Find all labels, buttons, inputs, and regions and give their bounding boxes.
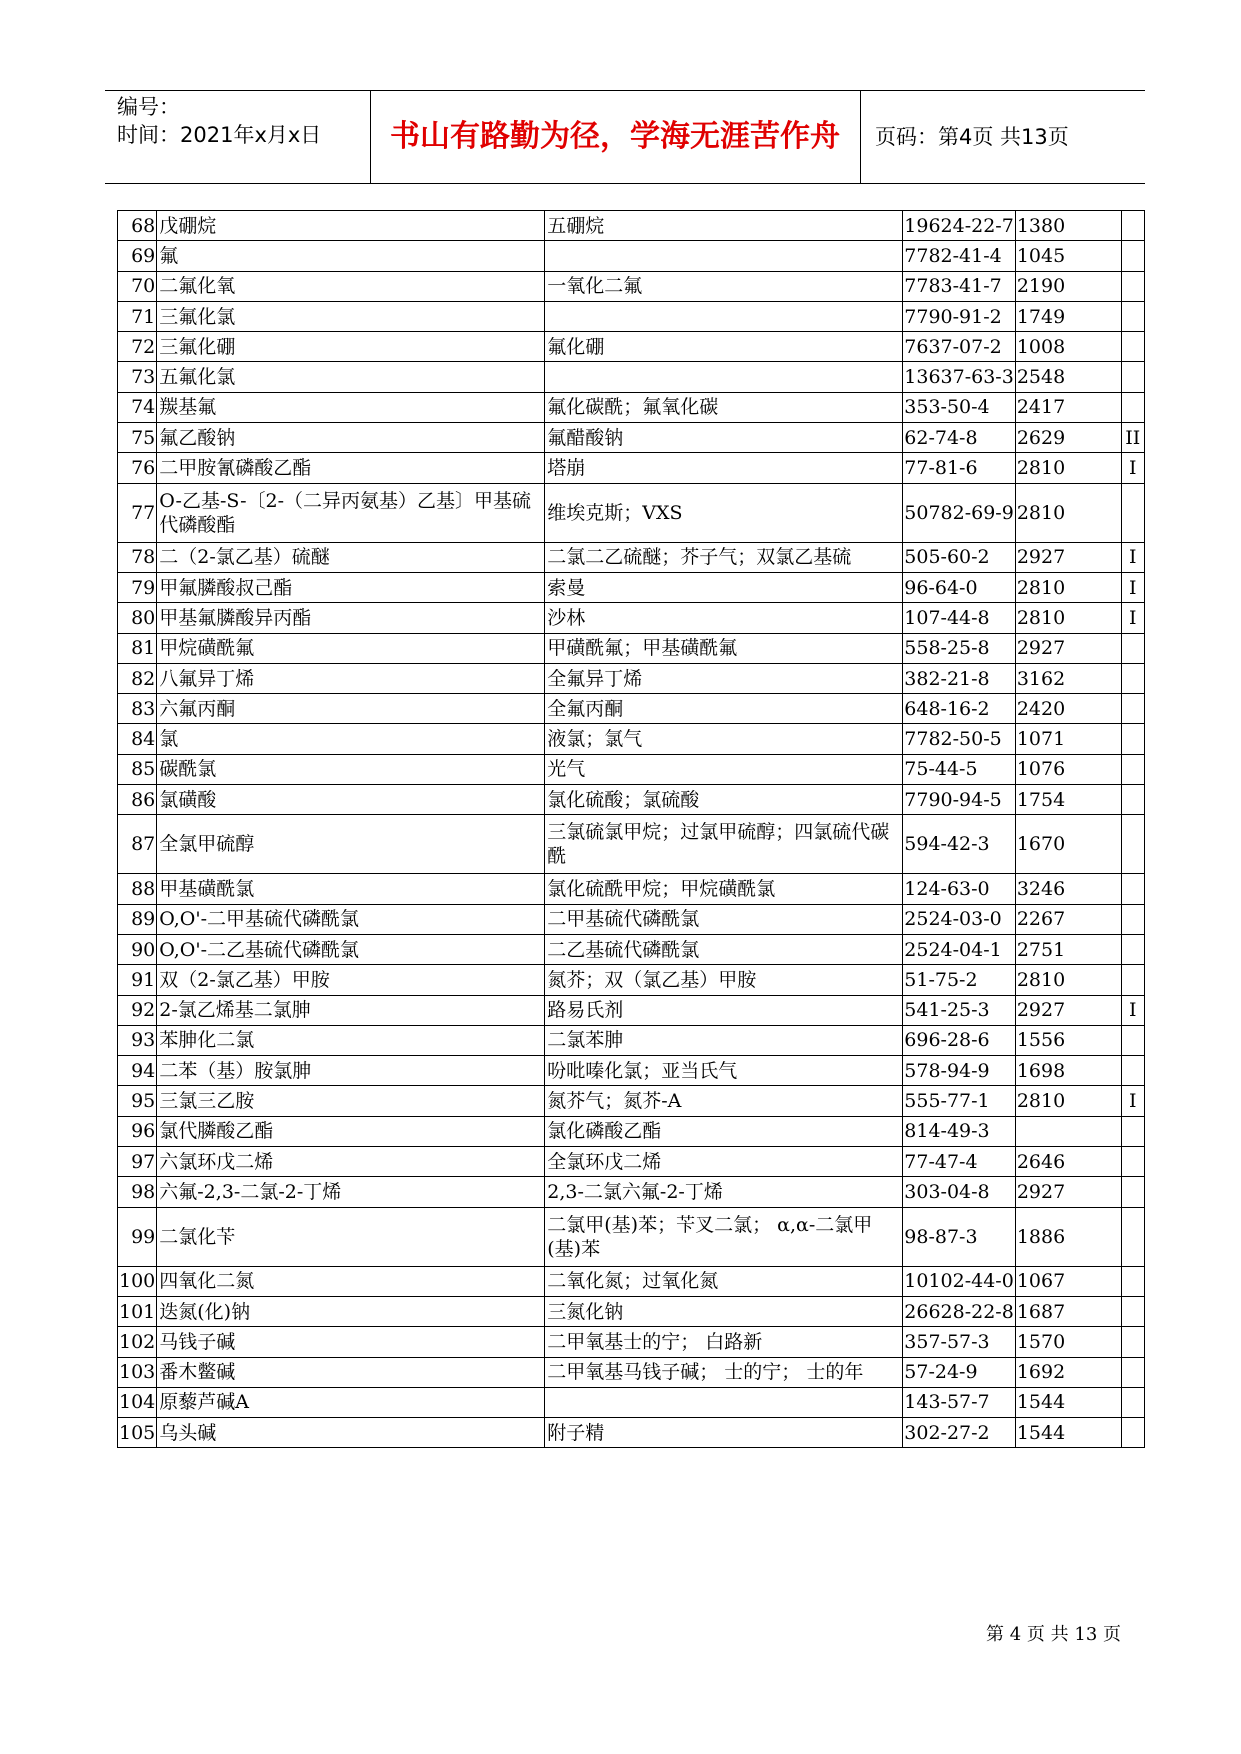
chemical-alias: 甲磺酰氟；甲基磺酰氟 <box>545 633 903 663</box>
table-row <box>118 663 1145 693</box>
chemical-name: O-乙基-S-〔2-（二异丙氨基）乙基〕甲基硫代磷酸酯 <box>157 483 545 542</box>
row-number: 94 <box>118 1056 157 1086</box>
un-number: 2417 <box>1015 392 1121 422</box>
chemical-alias: 二氯甲(基)苯；苄叉二氯； α,α-二氯甲(基)苯 <box>545 1207 903 1266</box>
hazard-mark <box>1121 904 1144 934</box>
table-row <box>118 362 1145 392</box>
chemical-alias: 氯化磷酸乙酯 <box>545 1116 903 1146</box>
hazard-mark <box>1121 483 1144 542</box>
row-number: 90 <box>118 934 157 964</box>
chemical-name: 氯磺酸 <box>157 785 545 815</box>
table-row <box>118 332 1145 362</box>
cas-number: 7782-50-5 <box>903 724 1016 754</box>
table-row <box>118 271 1145 301</box>
hazard-mark <box>1121 1147 1144 1177</box>
un-number: 3162 <box>1015 663 1121 693</box>
chemical-name: 三氟化硼 <box>157 332 545 362</box>
chemical-table-body <box>118 211 1145 1448</box>
hazard-mark <box>1121 1296 1144 1326</box>
chemical-alias: 液氯；氯气 <box>545 724 903 754</box>
chemical-alias: 氟化碳酰；氟氧化碳 <box>545 392 903 422</box>
header-page-number: 页码：第4页 共13页 <box>875 125 1069 149</box>
header-motto: 书山有路勤为径，学海无涯苦作舟 <box>390 119 840 154</box>
un-number: 1570 <box>1015 1327 1121 1357</box>
un-number: 2927 <box>1015 542 1121 572</box>
table-row <box>118 392 1145 422</box>
row-number: 84 <box>118 724 157 754</box>
chemical-alias: 二氯二乙硫醚；芥子气；双氯乙基硫 <box>545 542 903 572</box>
row-number: 71 <box>118 301 157 331</box>
row-number: 89 <box>118 904 157 934</box>
table-row <box>118 1116 1145 1146</box>
un-number: 1045 <box>1015 241 1121 271</box>
cas-number: 505-60-2 <box>903 542 1016 572</box>
un-number: 2548 <box>1015 362 1121 392</box>
header-meta <box>117 91 362 183</box>
row-number: 91 <box>118 965 157 995</box>
cas-number: 594-42-3 <box>903 815 1016 874</box>
chemical-alias: 氯化硫酰甲烷；甲烷磺酰氯 <box>545 874 903 904</box>
un-number: 1380 <box>1015 211 1121 241</box>
table-row <box>118 1147 1145 1177</box>
cas-number: 2524-03-0 <box>903 904 1016 934</box>
table-row <box>118 453 1145 483</box>
row-number: 68 <box>118 211 157 241</box>
chemical-name: O,O'-二乙基硫代磷酰氯 <box>157 934 545 964</box>
table-row <box>118 572 1145 602</box>
chemical-alias: 塔崩 <box>545 453 903 483</box>
chemical-name: 苯胂化二氯 <box>157 1025 545 1055</box>
cas-number: 558-25-8 <box>903 633 1016 663</box>
hazard-mark <box>1121 362 1144 392</box>
hazard-mark <box>1121 633 1144 663</box>
hazard-mark <box>1121 392 1144 422</box>
hazard-mark <box>1121 1327 1144 1357</box>
un-number: 1556 <box>1015 1025 1121 1055</box>
chemical-name: 二（2-氯乙基）硫醚 <box>157 542 545 572</box>
cas-number: 696-28-6 <box>903 1025 1016 1055</box>
hazard-mark <box>1121 1387 1144 1417</box>
chemical-name: 戊硼烷 <box>157 211 545 241</box>
row-number: 87 <box>118 815 157 874</box>
chemical-alias: 全氟丙酮 <box>545 694 903 724</box>
table-row <box>118 1025 1145 1055</box>
chemical-name: 羰基氟 <box>157 392 545 422</box>
chemical-alias: 氟化硼 <box>545 332 903 362</box>
cas-number: 357-57-3 <box>903 1327 1016 1357</box>
un-number: 2810 <box>1015 453 1121 483</box>
table-row <box>118 1056 1145 1086</box>
cas-number: 541-25-3 <box>903 995 1016 1025</box>
cas-number: 62-74-8 <box>903 423 1016 453</box>
row-number: 93 <box>118 1025 157 1055</box>
row-number: 105 <box>118 1418 157 1448</box>
chemical-alias: 氟醋酸钠 <box>545 423 903 453</box>
un-number: 2190 <box>1015 271 1121 301</box>
hazard-mark <box>1121 663 1144 693</box>
chemical-name: 马钱子碱 <box>157 1327 545 1357</box>
hazard-mark <box>1121 785 1144 815</box>
un-number <box>1015 1116 1121 1146</box>
row-number: 100 <box>118 1266 157 1296</box>
chemical-alias: 三氮化钠 <box>545 1296 903 1326</box>
hazard-mark <box>1121 1418 1144 1448</box>
table-row <box>118 754 1145 784</box>
chemical-name: 甲氟膦酸叔己酯 <box>157 572 545 602</box>
table-row <box>118 934 1145 964</box>
chemical-name: 氟 <box>157 241 545 271</box>
chemical-name: 2-氯乙烯基二氯胂 <box>157 995 545 1025</box>
chemical-name: 六氟-2,3-二氯-2-丁烯 <box>157 1177 545 1207</box>
table-row <box>118 1357 1145 1387</box>
chemical-name: 六氯环戊二烯 <box>157 1147 545 1177</box>
un-number: 2629 <box>1015 423 1121 453</box>
un-number: 2927 <box>1015 1177 1121 1207</box>
cas-number: 77-81-6 <box>903 453 1016 483</box>
un-number: 1749 <box>1015 301 1121 331</box>
un-number: 2810 <box>1015 603 1121 633</box>
hazard-mark <box>1121 874 1144 904</box>
un-number: 2810 <box>1015 483 1121 542</box>
un-number: 2927 <box>1015 633 1121 663</box>
chemical-name: 四氧化二氮 <box>157 1266 545 1296</box>
hazard-mark: I <box>1121 453 1144 483</box>
table-row <box>118 1296 1145 1326</box>
hazard-mark <box>1121 754 1144 784</box>
row-number: 86 <box>118 785 157 815</box>
cas-number: 382-21-8 <box>903 663 1016 693</box>
table-row <box>118 1418 1145 1448</box>
hazard-mark <box>1121 301 1144 331</box>
cas-number: 7790-91-2 <box>903 301 1016 331</box>
chemical-table <box>117 210 1145 1448</box>
hazard-mark <box>1121 332 1144 362</box>
chemical-name: 八氟异丁烯 <box>157 663 545 693</box>
cas-number: 7637-07-2 <box>903 332 1016 362</box>
chemical-alias: 二乙基硫代磷酰氯 <box>545 934 903 964</box>
chemical-name: 甲烷磺酰氟 <box>157 633 545 663</box>
cas-number: 107-44-8 <box>903 603 1016 633</box>
hazard-mark <box>1121 934 1144 964</box>
un-number: 2810 <box>1015 1086 1121 1116</box>
un-number: 2267 <box>1015 904 1121 934</box>
row-number: 97 <box>118 1147 157 1177</box>
un-number: 1670 <box>1015 815 1121 874</box>
cas-number: 648-16-2 <box>903 694 1016 724</box>
hazard-mark <box>1121 1357 1144 1387</box>
row-number: 99 <box>118 1207 157 1266</box>
table-row <box>118 965 1145 995</box>
row-number: 96 <box>118 1116 157 1146</box>
cas-number: 7782-41-4 <box>903 241 1016 271</box>
cas-number: 75-44-5 <box>903 754 1016 784</box>
row-number: 92 <box>118 995 157 1025</box>
chemical-alias <box>545 1387 903 1417</box>
cas-number: 143-57-7 <box>903 1387 1016 1417</box>
chemical-name: 双（2-氯乙基）甲胺 <box>157 965 545 995</box>
chemical-name: 番木鳖碱 <box>157 1357 545 1387</box>
chemical-alias: 二甲氧基士的宁； 白路新 <box>545 1327 903 1357</box>
hazard-mark: I <box>1121 1086 1144 1116</box>
chemical-alias <box>545 362 903 392</box>
un-number: 2810 <box>1015 572 1121 602</box>
table-row <box>118 815 1145 874</box>
chemical-name: 全氯甲硫醇 <box>157 815 545 874</box>
un-number: 2751 <box>1015 934 1121 964</box>
chemical-name: 氯 <box>157 724 545 754</box>
document-number-label: 编号： <box>117 95 180 119</box>
row-number: 76 <box>118 453 157 483</box>
header-divider <box>860 91 861 183</box>
hazard-mark <box>1121 815 1144 874</box>
row-number: 98 <box>118 1177 157 1207</box>
chemical-alias: 维埃克斯；VXS <box>545 483 903 542</box>
chemical-name: 甲基氟膦酸异丙酯 <box>157 603 545 633</box>
table-row <box>118 1086 1145 1116</box>
table-row <box>118 874 1145 904</box>
row-number: 74 <box>118 392 157 422</box>
chemical-alias: 二氧化氮；过氧化氮 <box>545 1266 903 1296</box>
un-number: 2646 <box>1015 1147 1121 1177</box>
cas-number: 124-63-0 <box>903 874 1016 904</box>
un-number: 1067 <box>1015 1266 1121 1296</box>
un-number: 1076 <box>1015 754 1121 784</box>
chemical-alias: 沙林 <box>545 603 903 633</box>
row-number: 95 <box>118 1086 157 1116</box>
hazard-mark <box>1121 965 1144 995</box>
un-number: 1886 <box>1015 1207 1121 1266</box>
chemical-name: 氟乙酸钠 <box>157 423 545 453</box>
table-row <box>118 724 1145 754</box>
chemical-alias: 2,3-二氯六氟-2-丁烯 <box>545 1177 903 1207</box>
hazard-mark <box>1121 724 1144 754</box>
un-number: 1544 <box>1015 1387 1121 1417</box>
cas-number: 26628-22-8 <box>903 1296 1016 1326</box>
row-number: 79 <box>118 572 157 602</box>
hazard-mark: I <box>1121 603 1144 633</box>
chemical-name: 三氟化氯 <box>157 301 545 331</box>
cas-number: 96-64-0 <box>903 572 1016 602</box>
table-row <box>118 694 1145 724</box>
un-number: 1754 <box>1015 785 1121 815</box>
un-number: 1687 <box>1015 1296 1121 1326</box>
hazard-mark: I <box>1121 542 1144 572</box>
table-row <box>118 785 1145 815</box>
chemical-name: 迭氮(化)钠 <box>157 1296 545 1326</box>
row-number: 81 <box>118 633 157 663</box>
row-number: 77 <box>118 483 157 542</box>
row-number: 78 <box>118 542 157 572</box>
chemical-alias: 全氟异丁烯 <box>545 663 903 693</box>
chemical-alias: 一氧化二氟 <box>545 271 903 301</box>
hazard-mark <box>1121 1177 1144 1207</box>
chemical-alias: 氮芥气；氮芥-A <box>545 1086 903 1116</box>
chemical-alias: 吩吡嗪化氯；亚当氏气 <box>545 1056 903 1086</box>
hazard-mark <box>1121 1116 1144 1146</box>
cas-number: 555-77-1 <box>903 1086 1016 1116</box>
un-number: 2810 <box>1015 965 1121 995</box>
chemical-name: 二氟化氧 <box>157 271 545 301</box>
cas-number: 578-94-9 <box>903 1056 1016 1086</box>
cas-number: 13637-63-3 <box>903 362 1016 392</box>
hazard-mark <box>1121 241 1144 271</box>
chemical-alias: 路易氏剂 <box>545 995 903 1025</box>
cas-number: 303-04-8 <box>903 1177 1016 1207</box>
row-number: 73 <box>118 362 157 392</box>
un-number: 2927 <box>1015 995 1121 1025</box>
hazard-mark <box>1121 1056 1144 1086</box>
hazard-mark <box>1121 694 1144 724</box>
table-row <box>118 1327 1145 1357</box>
hazard-mark <box>1121 271 1144 301</box>
page-header <box>105 90 1145 184</box>
chemical-alias <box>545 241 903 271</box>
hazard-mark: II <box>1121 423 1144 453</box>
table-row <box>118 1387 1145 1417</box>
cas-number: 302-27-2 <box>903 1418 1016 1448</box>
chemical-alias: 氮芥；双（氯乙基）甲胺 <box>545 965 903 995</box>
un-number: 2420 <box>1015 694 1121 724</box>
cas-number: 7783-41-7 <box>903 271 1016 301</box>
table-row <box>118 301 1145 331</box>
chemical-name: O,O'-二甲基硫代磷酰氯 <box>157 904 545 934</box>
chemical-alias: 三氯硫氯甲烷；过氯甲硫醇；四氯硫代碳酰 <box>545 815 903 874</box>
chemical-name: 原藜芦碱A <box>157 1387 545 1417</box>
cas-number: 77-47-4 <box>903 1147 1016 1177</box>
document-time-label: 时间：2021年x月x日 <box>117 123 322 147</box>
chemical-alias: 二甲基硫代磷酰氯 <box>545 904 903 934</box>
hazard-mark <box>1121 1207 1144 1266</box>
row-number: 75 <box>118 423 157 453</box>
table-row <box>118 904 1145 934</box>
cas-number: 98-87-3 <box>903 1207 1016 1266</box>
un-number: 1692 <box>1015 1357 1121 1387</box>
table-row <box>118 423 1145 453</box>
hazard-mark <box>1121 211 1144 241</box>
row-number: 104 <box>118 1387 157 1417</box>
row-number: 83 <box>118 694 157 724</box>
cas-number: 7790-94-5 <box>903 785 1016 815</box>
chemical-alias: 附子精 <box>545 1418 903 1448</box>
un-number: 1698 <box>1015 1056 1121 1086</box>
page-footer: 第 4 页 共 13 页 <box>986 1624 1121 1645</box>
cas-number: 57-24-9 <box>903 1357 1016 1387</box>
hazard-mark: I <box>1121 572 1144 602</box>
hazard-mark <box>1121 1025 1144 1055</box>
cas-number: 814-49-3 <box>903 1116 1016 1146</box>
chemical-name: 氯代膦酸乙酯 <box>157 1116 545 1146</box>
table-row <box>118 995 1145 1025</box>
chemical-alias: 索曼 <box>545 572 903 602</box>
chemical-name: 碳酰氯 <box>157 754 545 784</box>
row-number: 69 <box>118 241 157 271</box>
cas-number: 2524-04-1 <box>903 934 1016 964</box>
chemical-alias: 二甲氧基马钱子碱； 士的宁； 士的年 <box>545 1357 903 1387</box>
table-row <box>118 603 1145 633</box>
chemical-name: 二苯（基）胺氯胂 <box>157 1056 545 1086</box>
chemical-alias: 二氯苯胂 <box>545 1025 903 1055</box>
chemical-alias: 光气 <box>545 754 903 784</box>
table-row <box>118 483 1145 542</box>
chemical-alias: 氯化硫酸；氯硫酸 <box>545 785 903 815</box>
chemical-alias: 全氯环戊二烯 <box>545 1147 903 1177</box>
un-number: 1008 <box>1015 332 1121 362</box>
chemical-name: 乌头碱 <box>157 1418 545 1448</box>
table-row <box>118 1207 1145 1266</box>
cas-number: 51-75-2 <box>903 965 1016 995</box>
row-number: 85 <box>118 754 157 784</box>
chemical-alias <box>545 301 903 331</box>
table-row <box>118 211 1145 241</box>
row-number: 103 <box>118 1357 157 1387</box>
chemical-name: 五氟化氯 <box>157 362 545 392</box>
table-row <box>118 542 1145 572</box>
row-number: 70 <box>118 271 157 301</box>
row-number: 88 <box>118 874 157 904</box>
hazard-mark <box>1121 1266 1144 1296</box>
row-number: 72 <box>118 332 157 362</box>
row-number: 82 <box>118 663 157 693</box>
row-number: 101 <box>118 1296 157 1326</box>
cas-number: 353-50-4 <box>903 392 1016 422</box>
chemical-name: 六氟丙酮 <box>157 694 545 724</box>
un-number: 1071 <box>1015 724 1121 754</box>
table-row <box>118 1177 1145 1207</box>
table-row <box>118 1266 1145 1296</box>
row-number: 80 <box>118 603 157 633</box>
cas-number: 50782-69-9 <box>903 483 1016 542</box>
cas-number: 19624-22-7 <box>903 211 1016 241</box>
cas-number: 10102-44-0 <box>903 1266 1016 1296</box>
table-row <box>118 241 1145 271</box>
table-row <box>118 633 1145 663</box>
row-number: 102 <box>118 1327 157 1357</box>
chemical-name: 二氯化苄 <box>157 1207 545 1266</box>
chemical-alias: 五硼烷 <box>545 211 903 241</box>
chemical-name: 甲基磺酰氯 <box>157 874 545 904</box>
chemical-name: 二甲胺氰磷酸乙酯 <box>157 453 545 483</box>
hazard-mark: I <box>1121 995 1144 1025</box>
un-number: 1544 <box>1015 1418 1121 1448</box>
chemical-name: 三氯三乙胺 <box>157 1086 545 1116</box>
un-number: 3246 <box>1015 874 1121 904</box>
